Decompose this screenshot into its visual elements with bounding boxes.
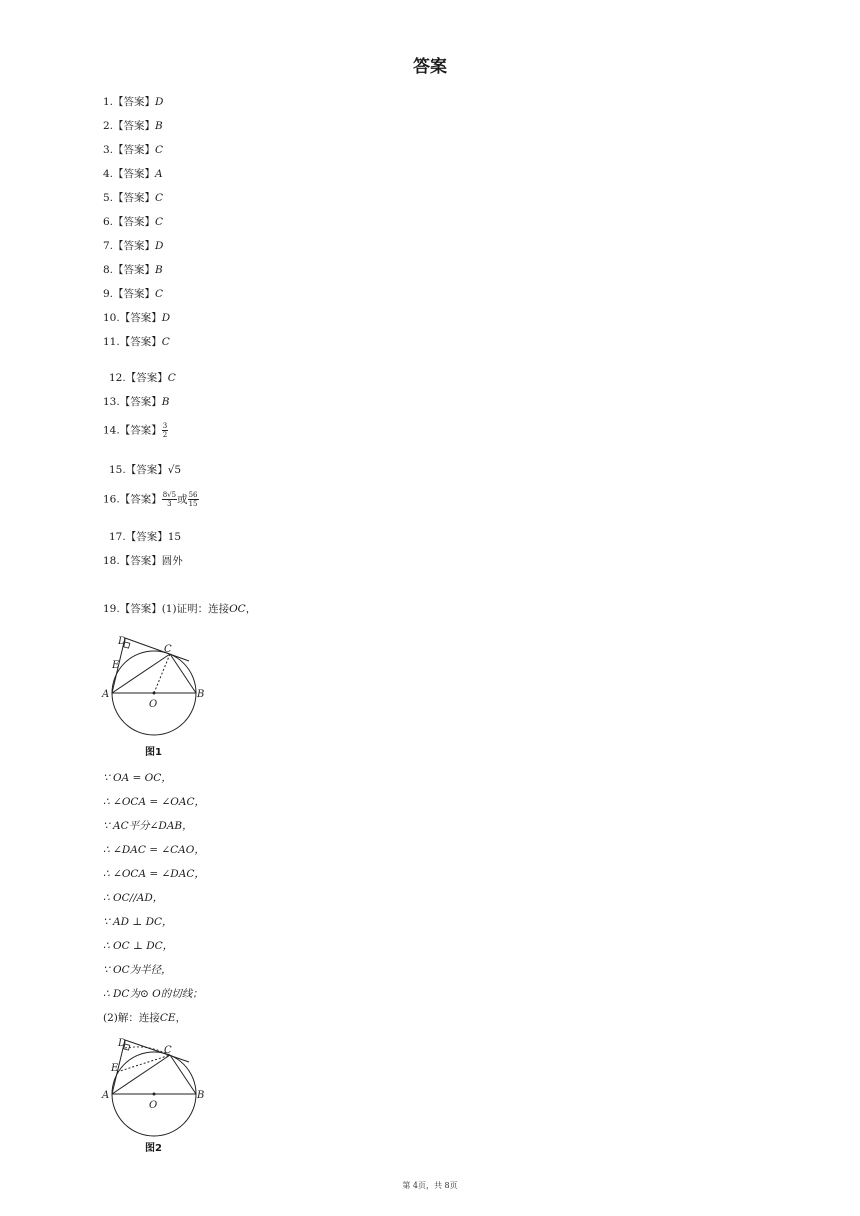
- answer-line: 12.【答案】C: [109, 372, 176, 384]
- label-B: B: [197, 1090, 205, 1101]
- proof-step: ∴ ∠OCA = ∠OAC，: [103, 796, 206, 808]
- proof-step: ∵ OA = OC，: [103, 772, 172, 784]
- answer-line: 18.【答案】圆外: [103, 555, 183, 567]
- label-B: B: [197, 689, 205, 700]
- label-O: O: [149, 1100, 158, 1111]
- proof-step: ∴ OC ⊥ DC，: [103, 940, 174, 952]
- page-footer: 第 4页，共 8页: [402, 1181, 458, 1190]
- answer-line: 14.【答案】 $\frac{3}{2}$: [103, 422, 168, 439]
- proof-step: ∵ AC平分∠DAB，: [103, 820, 193, 832]
- label-C: C: [164, 1045, 172, 1056]
- label-A: A: [102, 1090, 110, 1101]
- proof-step: ∴ ∠OCA = ∠DAC，: [103, 868, 205, 880]
- answer-line: 9.【答案】C: [103, 288, 164, 300]
- answer-line: 13.【答案】B: [103, 396, 170, 408]
- figure-caption-2: 图2: [145, 1143, 162, 1154]
- proof-step: ∴ ∠DAC = ∠CAO，: [103, 844, 205, 856]
- label-E: E: [111, 1063, 119, 1074]
- answer-line: 7.【答案】D: [103, 240, 164, 252]
- label-E: E: [112, 660, 120, 671]
- fraction: $\frac{8√5}{3}$: [162, 491, 177, 508]
- answer-line: 11.【答案】C: [103, 336, 170, 348]
- page-title: 答案: [413, 57, 447, 77]
- label-O: O: [149, 699, 158, 710]
- answer-line: 19.【答案】(1)证明：连接OC，: [103, 603, 257, 615]
- label-D: D: [118, 1038, 127, 1049]
- answer-line: 8.【答案】B: [103, 264, 163, 276]
- proof-step: ∵ OC为半径，: [103, 964, 172, 976]
- geometry-figure-2: [98, 1030, 218, 1142]
- answer-line: 15.【答案】√5: [109, 464, 182, 476]
- label-A: A: [102, 689, 110, 700]
- geometry-figure-1: [98, 628, 218, 740]
- answer-line: 3.【答案】C: [103, 144, 164, 156]
- answer-line: (2)解：连接CE，: [103, 1012, 187, 1024]
- label-C: C: [164, 644, 172, 655]
- answer-line: 10.【答案】D: [103, 312, 171, 324]
- answer-line: 6.【答案】C: [103, 216, 164, 228]
- answer-line: 16.【答案】 $\frac{8√5}{3}$ 或 $\frac{56}{15}$: [103, 491, 198, 508]
- figure-caption-1: 图1: [145, 747, 162, 758]
- answer-line: 2.【答案】B: [103, 120, 163, 132]
- fraction: $\frac{56}{15}$: [188, 491, 198, 508]
- proof-step: ∴ DC为⊙ O的切线；: [103, 988, 203, 1000]
- answer-line: 17.【答案】15: [109, 531, 182, 543]
- fraction: $\frac{3}{2}$: [162, 422, 168, 439]
- answer-line: 1.【答案】D: [103, 96, 164, 108]
- proof-step: ∵ AD ⊥ DC，: [103, 916, 173, 928]
- proof-step: ∴ OC//AD，: [103, 892, 164, 904]
- answer-line: 4.【答案】A: [103, 168, 163, 180]
- answer-line: 5.【答案】C: [103, 192, 164, 204]
- label-D: D: [118, 636, 127, 647]
